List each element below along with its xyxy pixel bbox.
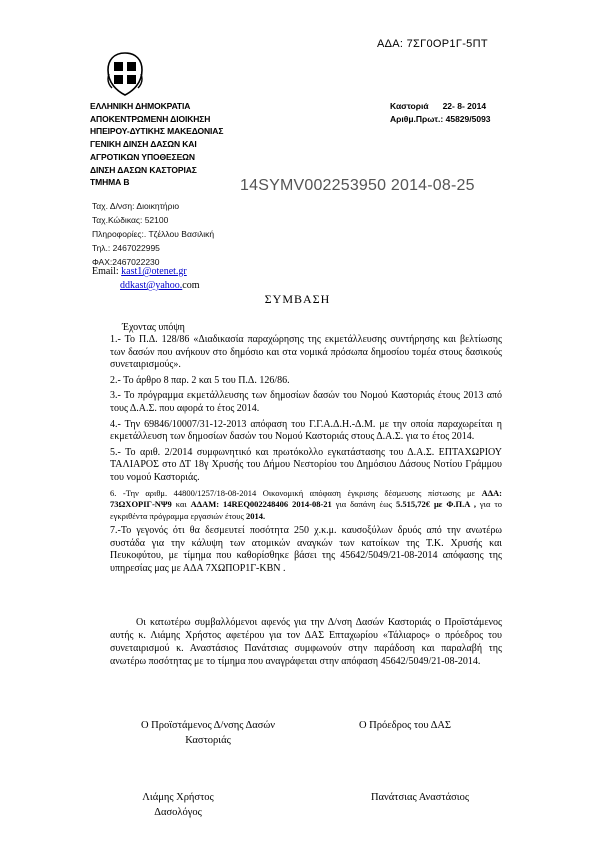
item6-text: για δαπάνη έως: [331, 499, 397, 510]
header-line: ΔΙΝΣΗ ΔΑΣΩΝ ΚΑΣΤΟΡΙΑΣ: [90, 164, 197, 175]
parties-paragraph: Οι κατωτέρω συμβαλλόμενοι αφενός για την Δ/νση Δασών Καστοριάς ο Προϊστάμενος αυτής κ. Λιάμης Χρήστος αφετέρου για τον ΔΑΣ Επταχωρίου «Τάλιαρος» ο πρόεδρος του συνεταιρισμού κ. Αναστάσιος Πανάτσιας συμφωνούν στην παράδοση και παραλαβή της ανωτέρω ποσότητας με το τίμημα που αναγράφεται στην απόφαση 45642/5049/21-08-2014.: [110, 617, 502, 667]
header-line: ΤΜΗΜΑ Β: [90, 177, 130, 188]
signature-right-name: Πανάτσιας Αναστάσιος: [370, 792, 470, 803]
place-date-block: [390, 100, 491, 126]
contact-line: Πληροφορίες:. Τζέλλου Βασιλική: [92, 229, 215, 239]
consideration-item: 1.- Το Π.Δ. 128/86 «Διαδικασία παραχώρησης της εκμετάλλευσης συντήρησης και βελτίωσης των δασών που ανήκουν στο δημόσιο και στα νομικά πρόσωπα δημοσίου τομέα στους δασικούς συνεταιρισμούς».: [110, 334, 502, 371]
email-link-1[interactable]: kast1@otenet.gr: [121, 266, 187, 277]
contact-line: Ταχ. Δ/νση: Διοικητήριο: [92, 201, 180, 211]
item6-year: 2014.: [245, 510, 266, 521]
signature-left-role: Ο Προϊστάμενος Δ/νσης Δασών Καστοριάς: [140, 720, 276, 746]
item6-adam: ΑΔΑΜ: 14REQ002248406 2014-08-21: [190, 499, 332, 510]
consideration-item: 5.- Το αριθ. 2/2014 συμφωνητικό και πρωτόκολλο εγκατάστασης του Δ.Α.Σ. ΕΠΤΑΧΩΡΙΟΥ ΤΑΛΙΑΡΟΣ στο ΔΤ 18γ Χρυσής του Δήμου Νεστορίου του Δημόσιου Δάσους Νοτίου Γράμμου του νομού Καστοριάς.: [110, 446, 502, 483]
email-link-2[interactable]: ddkast@yahoo.: [120, 280, 183, 291]
header-line: ΗΠΕΙΡΟΥ-ΔΥΤΙΚΗΣ ΜΑΚΕΔΟΝΙΑΣ: [90, 126, 224, 137]
contact-line: Ταχ.Κώδικας: 52100: [92, 215, 169, 225]
contact-info: [92, 199, 214, 269]
header-line: ΑΠΟΚΕΝΤΡΩΜΕΝΗ ΔΙΟΙΚΗΣΗ: [90, 113, 211, 124]
contact-line: ΦΑΧ:2467022230: [92, 257, 160, 267]
header-line: ΑΓΡΟΤΙΚΩΝ ΥΠΟΘΕΣΕΩΝ: [90, 151, 195, 162]
header-line: ΕΛΛΗΝΙΚΗ ΔΗΜΟΚΡΑΤΙΑ: [90, 101, 191, 111]
consideration-item: 4.- Την 69846/10007/31-12-2013 απόφαση του Γ.Γ.Α.Δ.Η.-Δ.Μ. με την οποία παραχωρείται η εκμετάλλευση των δημοσίων δασών του Νομού Καστοριάς στους Δ.Α.Σ. για το έτος 2014.: [110, 418, 502, 443]
considering-heading: Έχοντας υπόψη: [122, 322, 185, 333]
protocol-label: Αριθμ.Πρωτ.:: [390, 114, 444, 124]
ada-code: ΑΔΑ: 7ΣΓ0ΟΡ1Γ-5ΠΤ: [377, 38, 488, 50]
place: Καστοριά: [390, 101, 429, 111]
signature-left-title: Δασολόγος: [154, 807, 202, 818]
header-line: ΓΕΝΙΚΗ ΔΙΝΣΗ ΔΑΣΩΝ ΚΑΙ: [90, 139, 197, 150]
greek-emblem-icon: [106, 52, 144, 96]
consideration-item: 2.- Το άρθρο 8 παρ. 2 και 5 του Π.Δ. 126/86.: [110, 374, 290, 386]
email-suffix: com: [182, 280, 200, 291]
signature-right-role: Ο Πρόεδρος του ΔΑΣ: [358, 720, 452, 731]
email-block: [92, 265, 199, 293]
considerations-list: [110, 334, 502, 578]
protocol-number: 45829/5093: [445, 114, 491, 124]
signature-left-name: Λιάμης Χρήστος: [142, 792, 214, 803]
consideration-item: 7.-Το γεγονός ότι θα δεσμευτεί ποσότητα 250 χ.κ.μ. καυσοξύλων δρυός από την ανωτέρω συστάδα για την κάλυψη των ατομικών αναγκών των κατοίκων της Τ.Κ. Χρυσής και Πευκοφύτου, με τίμημα που καθορίσθηκε βάσει της 45642/5049/21-08-2014 απόφασης της υπηρεσίας μας με ΑΔΑ 7ΧΩΠΟΡ1Γ-ΚΒΝ .: [110, 525, 502, 574]
consideration-item-6: [110, 488, 502, 523]
email-label: Email:: [92, 266, 119, 277]
item6-amount: 5.515,72€ με Φ.Π.Α ,: [396, 499, 476, 510]
item6-text: και: [171, 499, 191, 510]
item6-ada: ΑΔΑ: 73ΩΧΟΡΙΓ-ΝΨ9: [110, 487, 502, 510]
item6-text: για το εγκριθέντα πρόγραμμα εργασιών έτους: [110, 499, 502, 521]
issuing-authority: [90, 100, 223, 189]
date: 22- 8- 2014: [442, 101, 487, 111]
signature-left: [118, 790, 238, 820]
consideration-item: 3.- Το πρόγραμμα εκμετάλλευσης των δημοσίων δασών του Νομού Καστοριάς έτους 2013 από τους Δ.Α.Σ. που αφορά το έτος 2014.: [110, 390, 502, 414]
item6-text: 6. -Την αριθμ. 44800/1257/18-08-2014 Οικονομική απόφαση έγκρισης δέσμευσης πίστωσης με: [110, 487, 482, 498]
document-title: ΣΥΜΒΑΣΗ: [264, 292, 331, 306]
document-identifier: 14SYMV002253950 2014-08-25: [240, 177, 475, 194]
contact-line: Τηλ.: 2467022995: [92, 243, 160, 253]
